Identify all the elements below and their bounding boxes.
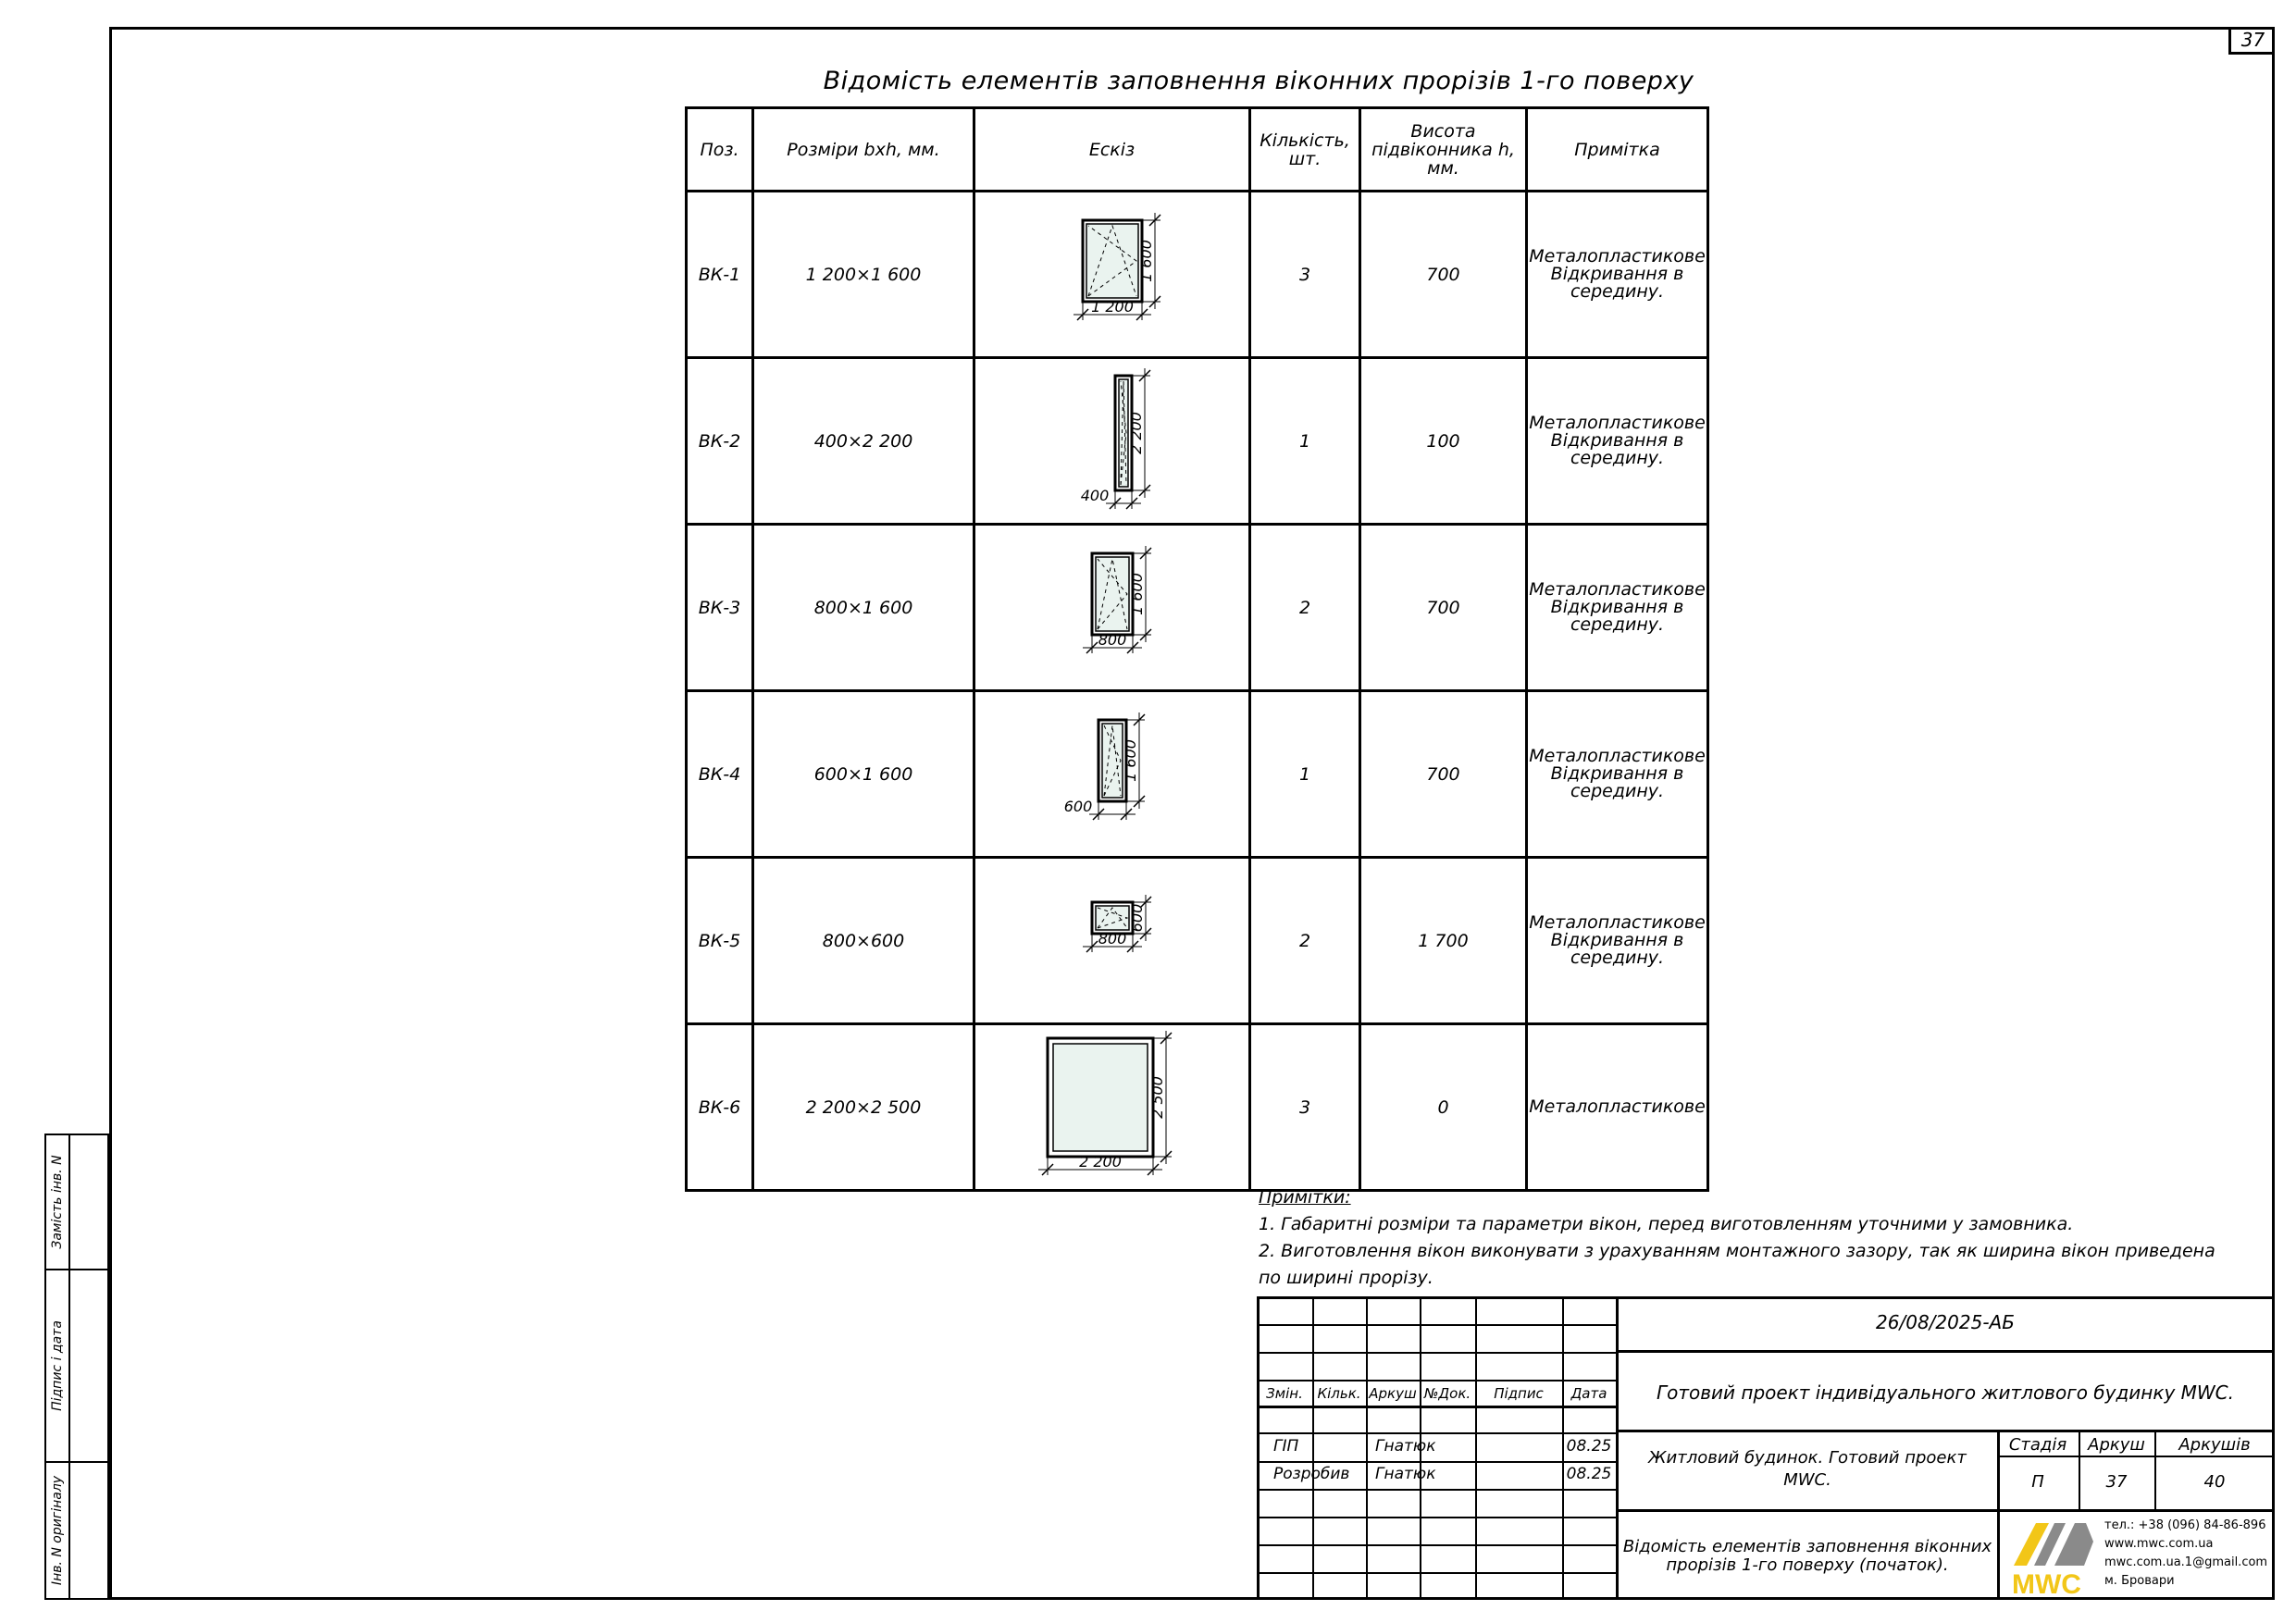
note-line: Відкривання в (1550, 930, 1684, 950)
cell-size: 400×2 200 (753, 358, 974, 525)
tb-header-4: Підпис (1494, 1385, 1544, 1402)
tb-header-1: Кільк. (1317, 1385, 1361, 1402)
table-row (687, 358, 1708, 525)
window-sketch-svg (975, 859, 1248, 1018)
tb-sheets-label: Аркушів (2178, 1435, 2251, 1455)
cell-pos: ВК-6 (687, 1024, 753, 1191)
page-title: Відомість елементів заповнення віконних прорізів 1-го поверху (823, 67, 1694, 95)
notes-heading: Примітки: (1259, 1187, 1351, 1208)
tb-name: Гнатюк (1375, 1465, 1436, 1483)
cell-sill-height: 700 (1360, 691, 1527, 858)
cell-sill-height: 1 700 (1360, 858, 1527, 1024)
header-sill-line: Висота (1410, 120, 1476, 142)
cell-sketch (974, 358, 1250, 525)
table-row (687, 858, 1708, 1024)
dim-height-label: 600 (1128, 903, 1146, 933)
window-schedule-table (685, 106, 1709, 1192)
window-sketch-svg (975, 192, 1248, 352)
contacts (2104, 1517, 2267, 1591)
tb-row-line (1257, 1489, 1616, 1491)
tb-row-line (1257, 1324, 1616, 1326)
cell-sill-height: 0 (1360, 1024, 1527, 1191)
cell-qty: 2 (1250, 525, 1360, 691)
tb-building-line: MWC. (1783, 1470, 1831, 1490)
tb-role: ГІП (1273, 1437, 1299, 1456)
window-glass (1086, 224, 1138, 298)
header-sill-line: мм. (1427, 157, 1459, 179)
cell-sketch (974, 192, 1250, 358)
contact-email[interactable]: mwc.com.ua.1@gmail.com (2104, 1555, 2268, 1569)
tb-sheet-label: Аркуш (2088, 1435, 2145, 1455)
side-replace-inv-label: Замість інв. N (50, 1155, 65, 1249)
cell-size: 800×600 (753, 858, 974, 1024)
dim-width-label: 800 (1098, 930, 1127, 948)
note-line: Металопластикове (1529, 912, 1706, 933)
header-qty (1250, 108, 1360, 192)
tb-border-left (1257, 1296, 1260, 1600)
note-line: середину. (1570, 614, 1665, 635)
tb-date: 08.25 (1566, 1437, 1612, 1456)
dim-width-label: 1 200 (1091, 298, 1134, 316)
window-glass (1096, 906, 1129, 930)
cell-sketch (974, 858, 1250, 1024)
side-sign-date (44, 1269, 109, 1463)
header-sill-height (1360, 108, 1527, 192)
cell-qty: 3 (1250, 1024, 1360, 1191)
window-sketch-svg (975, 526, 1248, 685)
contact-phone: тел.: +38 (096) 84-86-896 (2104, 1518, 2266, 1532)
note-line: середину. (1570, 781, 1665, 801)
tb-row-line (1257, 1544, 1616, 1546)
cell-qty: 2 (1250, 858, 1360, 1024)
tb-project-name: Готовий проект індивідуального житлового будинку MWC. (1656, 1381, 2235, 1404)
side-strip (44, 1134, 109, 1600)
header-size: Розміри bxh, мм. (753, 108, 974, 192)
tb-sheet-title-line: Відомість елементів заповнення віконних (1622, 1537, 1992, 1556)
contact-website[interactable]: www.mwc.com.ua (2104, 1537, 2214, 1551)
cell-pos: ВК-3 (687, 525, 753, 691)
cell-note (1527, 525, 1708, 691)
cell-pos: ВК-1 (687, 192, 753, 358)
header-sill-line: підвіконника h, (1371, 139, 1515, 160)
side-inv-original (44, 1461, 109, 1600)
tb-col-line (1366, 1296, 1368, 1600)
mwc-logo (2008, 1514, 2099, 1597)
header-sketch: Ескіз (974, 108, 1250, 192)
sheet-number: 37 (2228, 27, 2275, 55)
dim-width-label: 800 (1098, 631, 1127, 649)
tb-line (1616, 1430, 2275, 1432)
note-line: Металопластикове (1529, 1096, 1706, 1117)
cell-size: 800×1 600 (753, 525, 974, 691)
note-item: 2. Виготовлення вікон виконувати з урахуванням монтажного зазору, так як ширина вікон приведена по ширині прорізу. (1259, 1241, 2215, 1288)
dim-height-label: 1 600 (1128, 573, 1146, 615)
logo-text: MWC (2012, 1569, 2081, 1597)
note-line: Відкривання в (1550, 763, 1684, 784)
side-sign-date-label: Підпис і дата (50, 1320, 65, 1411)
note-line: Відкривання в (1550, 597, 1684, 617)
tb-sheet-title-line: прорізів 1-го поверху (початок). (1666, 1555, 1949, 1575)
tb-row-line-bold (1257, 1406, 1616, 1408)
table-row (687, 691, 1708, 858)
dim-height-label: 2 500 (1148, 1076, 1166, 1119)
cell-pos: ВК-5 (687, 858, 753, 1024)
notes-block (1259, 1184, 2240, 1292)
tb-stage: П (2031, 1472, 2044, 1492)
tb-divider (1616, 1296, 1619, 1600)
note-line: Металопластикове (1529, 579, 1706, 600)
cell-qty: 1 (1250, 358, 1360, 525)
tb-row-line (1257, 1432, 1616, 1434)
cell-qty: 1 (1250, 691, 1360, 858)
window-sketch-svg (975, 692, 1248, 851)
contact-city: м. Бровари (2104, 1574, 2175, 1588)
cell-sketch (974, 1024, 1250, 1191)
tb-row-line (1257, 1517, 1616, 1518)
table-row (687, 1024, 1708, 1191)
tb-project-code: 26/08/2025-АБ (1876, 1311, 2015, 1333)
note-line: Відкривання в (1550, 430, 1684, 451)
tb-header-0: Змін. (1266, 1385, 1303, 1402)
tb-row-line (1257, 1352, 1616, 1354)
dim-width-label: 400 (1080, 487, 1110, 504)
header-pos: Поз. (687, 108, 753, 192)
header-qty-line: шт. (1288, 148, 1322, 169)
cell-qty: 3 (1250, 192, 1360, 358)
tb-role: Розробив (1273, 1465, 1350, 1483)
tb-row-line (1257, 1572, 1616, 1574)
note-line: Відкривання в (1550, 264, 1684, 284)
tb-row-line (1257, 1461, 1616, 1463)
note-line: Металопластикове (1529, 746, 1706, 766)
side-replace-inv (44, 1134, 109, 1270)
cell-note (1527, 1024, 1708, 1191)
dim-width-label: 2 200 (1079, 1153, 1122, 1171)
tb-stage-label: Стадія (2008, 1435, 2067, 1455)
note-line: Металопластикове (1529, 246, 1706, 266)
header-qty-line: Кількість, (1260, 130, 1350, 151)
tb-sheets: 40 (2203, 1472, 2226, 1492)
dim-height-label: 2 200 (1127, 412, 1145, 454)
tb-sheet: 37 (2105, 1472, 2128, 1492)
tb-header-5: Дата (1570, 1385, 1607, 1402)
note-item: 1. Габаритні розміри та параметри вікон, перед виготовленням уточними у замовника. (1259, 1214, 2074, 1234)
cell-sill-height: 700 (1360, 192, 1527, 358)
cell-size: 2 200×2 500 (753, 1024, 974, 1191)
dim-height-label: 1 600 (1137, 240, 1155, 282)
dim-height-label: 1 600 (1122, 739, 1139, 782)
table-header-row (687, 108, 1708, 192)
cell-pos: ВК-4 (687, 691, 753, 858)
window-sketch-svg (975, 1025, 1248, 1184)
cell-sill-height: 700 (1360, 525, 1527, 691)
tb-line (1616, 1350, 2275, 1353)
cell-note (1527, 858, 1708, 1024)
cell-pos: ВК-2 (687, 358, 753, 525)
note-line: середину. (1570, 448, 1665, 468)
cell-sketch (974, 691, 1250, 858)
tb-date: 08.25 (1566, 1465, 1612, 1483)
window-glass (1096, 557, 1129, 631)
tb-header-3: №Док. (1423, 1385, 1471, 1402)
tb-border-top (1257, 1296, 2275, 1299)
window-sketch-svg (975, 359, 1248, 518)
cell-note (1527, 358, 1708, 525)
header-note: Примітка (1527, 108, 1708, 192)
note-line: Металопластикове (1529, 413, 1706, 433)
tb-row-line (1257, 1380, 1616, 1381)
window-glass (1053, 1044, 1148, 1151)
note-line: середину. (1570, 948, 1665, 968)
cell-size: 600×1 600 (753, 691, 974, 858)
side-inv-original-label: Інв. N оригіналу (50, 1475, 65, 1586)
cell-size: 1 200×1 600 (753, 192, 974, 358)
cell-sketch (974, 525, 1250, 691)
dim-width-label: 600 (1063, 798, 1093, 815)
tb-line (1997, 1456, 2275, 1457)
note-line: середину. (1570, 281, 1665, 302)
cell-note (1527, 691, 1708, 858)
tb-name: Гнатюк (1375, 1437, 1436, 1456)
tb-line (1616, 1509, 2275, 1512)
tb-header-2: Аркуш (1369, 1385, 1417, 1402)
cell-note (1527, 192, 1708, 358)
table-row (687, 192, 1708, 358)
tb-building-line: Житловий будинок. Готовий проект (1648, 1448, 1967, 1468)
cell-sill-height: 100 (1360, 358, 1527, 525)
table-row (687, 525, 1708, 691)
